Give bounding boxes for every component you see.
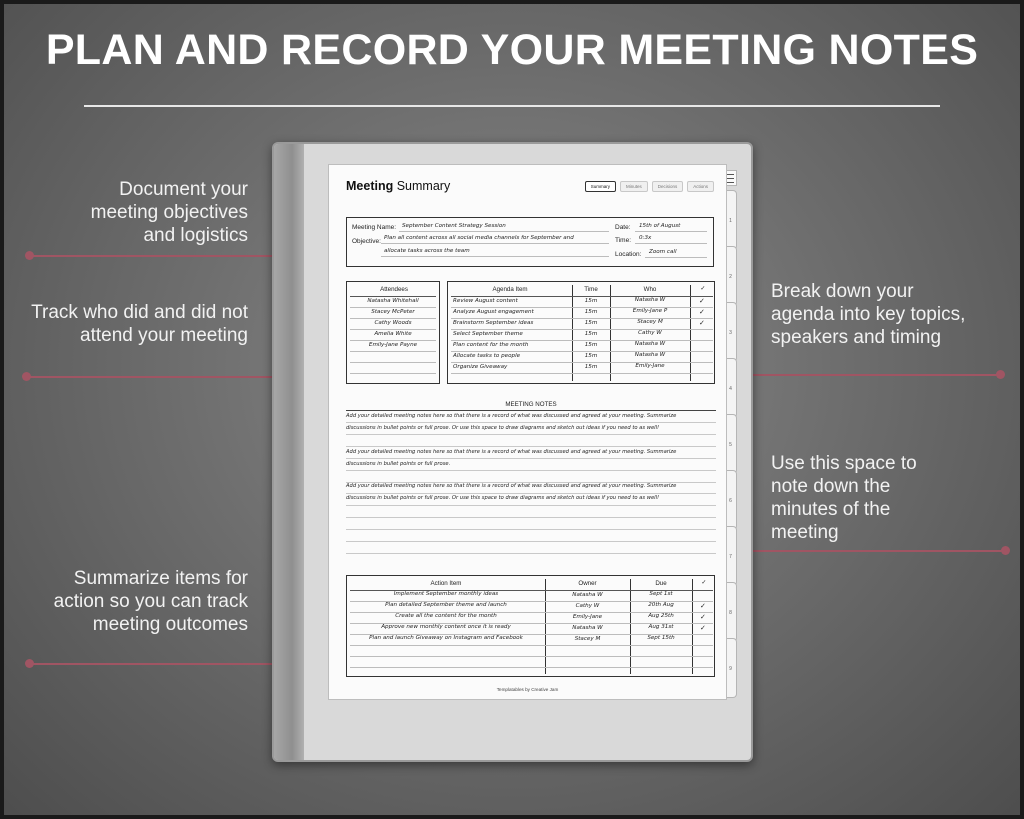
attendees-box [346,281,440,384]
agenda-time[interactable]: 15m [584,342,598,348]
callout-minutes-dot [1001,546,1010,555]
date-line [635,231,707,232]
callout-logistics: Document your meeting objectives and logistics [90,179,248,246]
objective-underline-1 [381,243,609,244]
date-value[interactable]: 15th of August [639,223,681,229]
action-row-line [350,667,713,668]
attendees-header-rule [350,296,436,297]
agenda-who[interactable]: Stacey M [637,319,663,325]
action-item[interactable]: Implement September monthly ideas [393,591,499,597]
side-tab-5[interactable]: 5 [725,414,737,474]
agenda-item[interactable]: Organize Giveaway [453,364,508,370]
title-divider [84,105,940,107]
nav-tab-decisions[interactable]: Decisions [652,181,684,192]
callout-agenda-dot [996,370,1005,379]
action-col-divider [692,579,693,674]
notes-line [346,470,716,471]
agenda-time[interactable]: 15m [584,320,598,326]
agenda-who[interactable]: Emily-Jane [635,363,665,369]
agenda-time[interactable]: 15m [584,331,598,337]
nav-tab-summary[interactable]: Summary [585,181,616,192]
action-owner[interactable]: Cathy W [575,603,600,609]
time-label: Time: [615,237,632,244]
notes-line [346,493,716,494]
page-title: PLAN AND RECORD YOUR MEETING NOTES [45,26,979,74]
agenda-item[interactable]: Allocate tasks to people [453,353,521,359]
agenda-item[interactable]: Plan content for the month [453,342,529,348]
sheet-heading-bold: Meeting [346,179,394,193]
section-nav [585,181,714,192]
notes-line [346,553,716,554]
side-tab-9[interactable]: 9 [725,638,737,698]
action-items-box [346,575,715,677]
action-due[interactable]: 20th Aug [648,602,674,608]
meeting-summary-sheet [328,164,727,700]
callout-attendance: Track who did and did not attend your meeting [31,302,248,346]
agenda-col-divider [690,285,691,381]
agenda-time[interactable]: 15m [584,353,598,359]
agenda-check-icon[interactable]: ✓ [699,298,705,305]
agenda-box [447,281,715,384]
agenda-header-item: Agenda Item [492,286,528,293]
attendee-name[interactable]: Stacey McPeter [371,309,415,315]
tablet-spine [274,144,304,760]
attendee-name[interactable]: Natasha Whitehall [367,298,419,304]
notes-header-rule [346,410,716,411]
sheet-footer: Templatables by Creative Jam [496,687,559,692]
meeting-notes-header: MEETING NOTES [505,401,557,408]
notes-line [346,458,716,459]
action-due[interactable]: Aug 31st [648,624,674,630]
action-row-line [350,656,713,657]
agenda-who[interactable]: Natasha W [634,341,666,347]
notes-line [346,446,716,447]
objective-line-2[interactable]: allocate tasks across the team [384,248,470,254]
meeting-name-label: Meeting Name: [352,224,397,231]
side-tab-3[interactable]: 3 [725,302,737,362]
agenda-who[interactable]: Natasha W [634,352,666,358]
agenda-header-check: ✓ [700,285,706,292]
action-header-item: Action Item [430,580,462,587]
agenda-check-icon[interactable]: ✓ [699,320,705,327]
agenda-time[interactable]: 15m [584,364,598,370]
action-item[interactable]: Plan and launch Giveaway on Instagram and Facebook [369,635,523,641]
action-item[interactable]: Create all the content for the month [395,613,497,619]
notes-text[interactable]: Add your detailed meeting notes here so that there is a record of what was discussed and agreed at your meeting. Summarize [346,413,677,419]
action-due[interactable]: Sept 15th [647,635,675,641]
attendee-name[interactable]: Emily-Jane Payne [368,342,418,348]
nav-tab-actions[interactable]: Actions [687,181,714,192]
location-label: Location: [615,251,642,258]
location-line [645,257,707,258]
time-line [635,243,707,244]
agenda-time[interactable]: 15m [584,298,598,304]
notes-line [346,517,716,518]
side-tab-2[interactable]: 2 [725,246,737,306]
meeting-details-box [346,217,714,267]
agenda-header-who: Who [643,286,657,293]
action-owner[interactable]: Natasha W [572,625,603,631]
meeting-name-value[interactable]: September Content Strategy Session [402,223,506,229]
notes-line [346,422,716,423]
notes-line [346,505,716,506]
action-owner[interactable]: Stacey M [574,636,601,642]
notes-text[interactable]: Add your detailed meeting notes here so that there is a record of what was discussed and agreed at your meeting. Summarize [346,483,677,489]
agenda-who[interactable]: Natasha W [634,297,666,303]
agenda-item[interactable]: Review August content [453,298,518,304]
notes-line [346,541,716,542]
sheet-heading-rest: Summary [396,179,451,193]
time-value[interactable]: 0:3x [639,235,652,241]
callout-agenda: Break down your agenda into key topics, speakers and timing [771,281,966,348]
callout-actions: Summarize items for action so you can track meeting outcomes [53,568,248,635]
agenda-check-icon[interactable]: ✓ [699,309,705,316]
action-header-owner: Owner [578,580,597,587]
notes-text[interactable]: discussions in bullet points or full prose. Or use this space to draw diagrams and sketch out ideas if you need to as well! [346,425,660,431]
action-header-check: ✓ [701,579,707,586]
notes-line [346,434,716,435]
location-value[interactable]: Zoom call [649,249,677,255]
action-due[interactable]: Aug 25th [648,613,674,619]
attendees-header: Attendees [380,286,408,293]
action-check-icon[interactable]: ✓ [700,614,706,621]
side-tab-7[interactable]: 7 [725,526,737,586]
agenda-item[interactable]: Analyze August engagement [453,309,534,315]
objective-label: Objective: [352,238,381,245]
meeting-name-line [399,231,609,232]
callout-minutes: Use this space to note down the minutes of the meeting [771,453,917,543]
attendee-line [350,329,436,330]
side-tab-8[interactable]: 8 [725,582,737,642]
callout-agenda-leader [710,374,1000,376]
agenda-row-line [451,373,713,374]
objective-underline-2 [381,256,609,257]
agenda-header-time: Time [584,286,598,293]
action-header-due: Due [655,580,667,587]
agenda-time[interactable]: 15m [584,309,598,315]
agenda-item[interactable]: Brainstorm September ideas [453,320,534,326]
attendee-name[interactable]: Amelia White [374,331,412,337]
side-tab-column [725,164,739,698]
attendee-line [350,318,436,319]
nav-tab-minutes[interactable]: Minutes [620,181,648,192]
notes-text[interactable]: discussions in bullet points or full prose. [346,461,451,467]
attendee-line [350,340,436,341]
side-tab-4[interactable]: 4 [725,358,737,418]
side-tab-6[interactable]: 6 [725,470,737,530]
callout-minutes-leader [710,550,1005,552]
action-owner[interactable]: Emily-Jane [572,614,603,620]
agenda-who[interactable]: Emily-Jane P [632,308,668,314]
action-item[interactable]: Approve new monthly content once it is ready [381,624,511,630]
action-due[interactable]: Sept 1st [649,591,673,597]
action-check-icon[interactable]: ✓ [700,625,706,632]
attendee-line [350,373,436,374]
e-ink-tablet [272,142,753,762]
action-owner[interactable]: Natasha W [572,592,603,598]
sheet-heading [346,179,450,193]
attendee-line [350,307,436,308]
action-item[interactable]: Plan detailed September theme and launch [385,602,507,608]
notes-text[interactable]: Add your detailed meeting notes here so that there is a record of what was discussed and agreed at your meeting. Summarize [346,449,677,455]
agenda-who[interactable]: Cathy W [638,330,662,336]
action-check-icon[interactable]: ✓ [700,603,706,610]
action-row-line [350,645,713,646]
side-tab-1[interactable]: 1 [725,190,737,250]
attendee-line [350,351,436,352]
attendee-name[interactable]: Cathy Woods [374,320,412,326]
objective-line-1[interactable]: Plan all content across all social media channels for September and [384,235,574,241]
attendee-line [350,362,436,363]
agenda-item[interactable]: Select September theme [453,331,523,337]
notes-text[interactable]: discussions in bullet points or full prose. Or use this space to draw diagrams and sketch out ideas if you need to as well! [346,495,660,501]
date-label: Date: [615,224,631,231]
notes-line [346,529,716,530]
